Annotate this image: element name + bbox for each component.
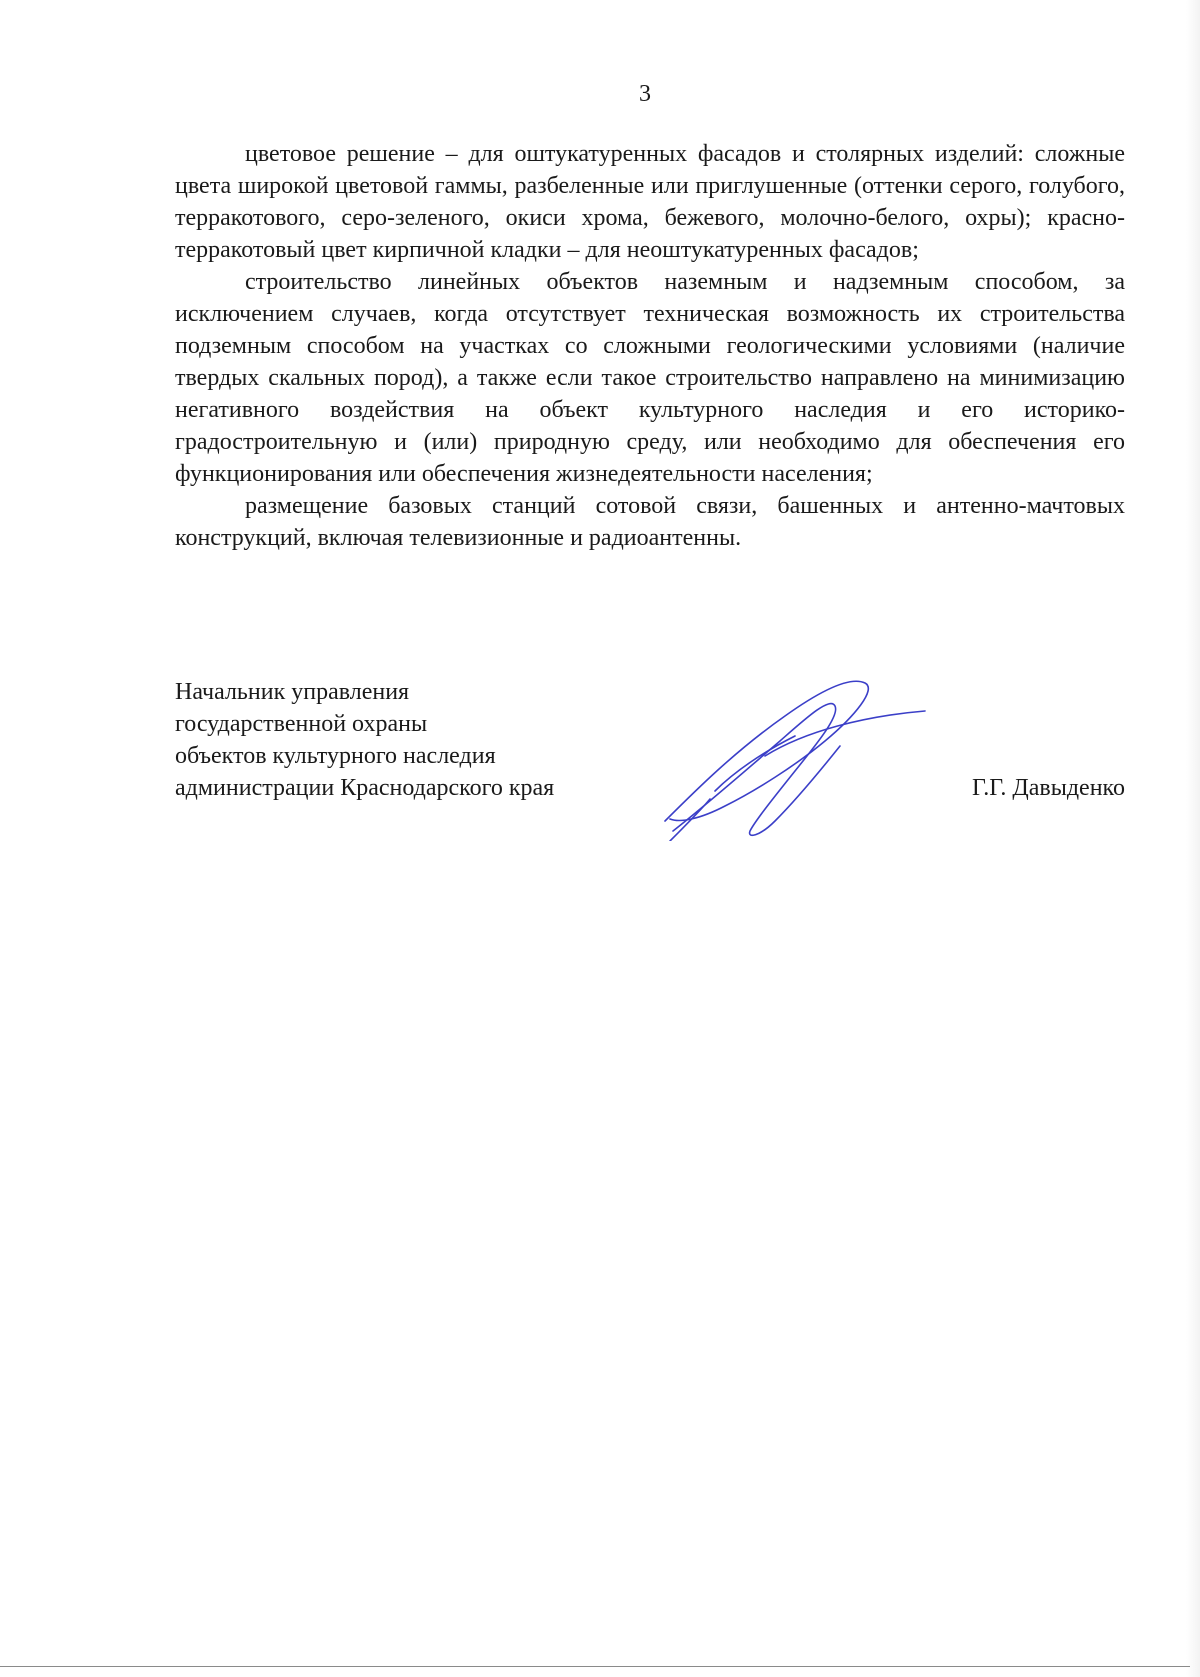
signer-title [175, 676, 655, 804]
scan-edge-line [0, 1666, 1190, 1667]
signer-title-line: объектов культурного наследия [175, 743, 496, 769]
signer-title-line: Начальник управления [175, 679, 410, 705]
paragraph-color-scheme: цветовое решение – для оштукатуренных фасадов и столярных изделий: сложные цвета широкой цветовой гаммы, разбеленные или приглушенные (оттенки серого, голубого, терракотового, серо-зеленого, окиси хрома, бежевого, молочно-белого, охры); красно-терракотовый цвет кирпичной кладки – для неоштукатуренных фасадов; [175, 141, 1125, 263]
signer-title-line: администрации Краснодарского края [175, 775, 555, 801]
document-body [175, 138, 1125, 554]
signer-title-line: государственной охраны [175, 711, 428, 737]
paragraph-base-stations: размещение базовых станций сотовой связи, башенных и антенно-мачтовых конструкций, включая телевизионные и радиоантенны. [175, 493, 1125, 551]
signer-name: Г.Г. Давыденко [972, 775, 1125, 801]
page-number: 3 [639, 81, 651, 107]
scan-edge-shadow [1186, 0, 1200, 1677]
handwritten-signature [655, 671, 935, 841]
paragraph-linear-objects: строительство линейных объектов наземным и надземным способом, за исключением случаев, когда отсутствует техническая возможность их строительства подземным способом на участках со сложными геологическими условиями (наличие твердых скальных пород), а также если такое строительство направлено на минимизацию негативного воздействия на объект культурного наследия и его историко-градостроительную и (или) природную среду, или необходимо для обеспечения его функционирования или обеспечения жизнедеятельности населения; [175, 269, 1125, 487]
signature-block [175, 676, 1125, 876]
